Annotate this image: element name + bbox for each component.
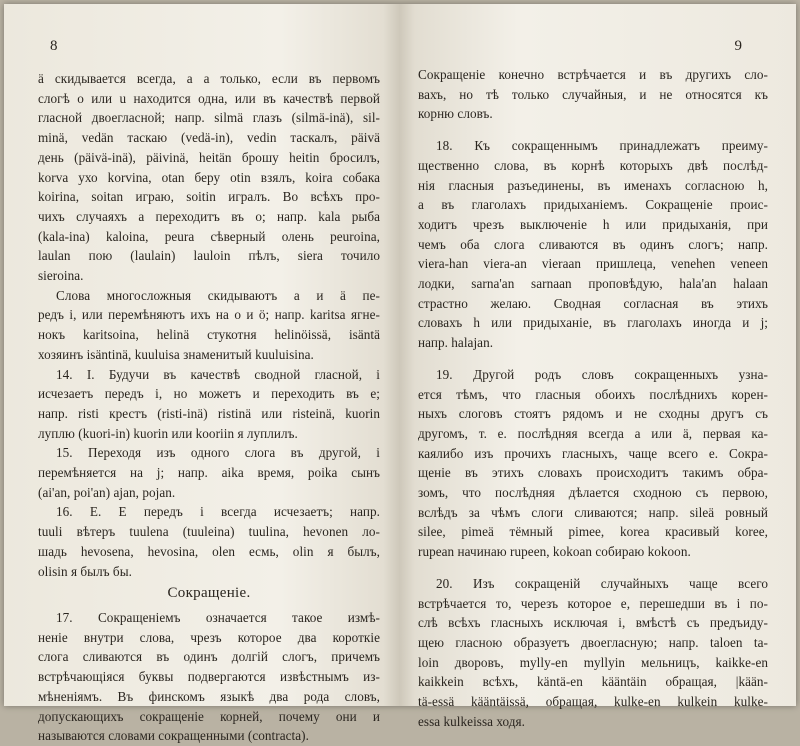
text-line: essa kulkeissa ходя. [418, 713, 526, 729]
text-line: Сокращеніе конечно встрѣчается и въ другихъ сло- [418, 67, 768, 82]
text-line: rupean начинаю rupeen, kokoan собираю kokoon. [418, 544, 691, 560]
text-line: koirina, soitan играю, soitin игралъ. Во всѣхъ про- [38, 189, 380, 205]
text-line: ныхъ слоговъ стоятъ рядомъ и не сходны другъ съ [418, 406, 768, 422]
text-line: вахъ, но тѣ только случайныя, и не относятся къ [418, 86, 768, 102]
paragraph-14 [38, 365, 380, 444]
text-line: лодки, sarna'an sarnaan проповѣдую, hala'an halaan [418, 276, 768, 292]
text-line: ется тѣмъ, что гласныя обоихъ послѣднихъ корен- [418, 386, 768, 402]
text-line: tä-essä kääntäissä, обращая, kulke-en kulkein kulke- [418, 694, 768, 710]
text-line: silee, pimeä тёмный pimee, korea красивый koree, [418, 524, 768, 540]
text-line: 19. Другой родъ словъ сокращенныхъ узна- [436, 366, 768, 382]
paragraph-19 [418, 365, 768, 562]
paragraph-16 [38, 502, 380, 581]
paragraph-gap [418, 562, 768, 574]
text-line: слѣ всѣхъ гласныхъ исключая i, вмѣстѣ съ предъиду- [418, 615, 768, 631]
page-number: 8 [50, 38, 58, 54]
text-line: ходитъ чрезъ выключеніе h или придыханія, при [418, 216, 768, 232]
text-line: viera-han viera-an vieraan пришлеца, venehen veneen [418, 256, 768, 272]
section-heading: Сокращеніе. [167, 585, 251, 602]
text-line: sieroina. [38, 268, 84, 284]
page-number: 9 [734, 38, 742, 54]
paragraph-20 [418, 574, 768, 732]
paragraph-18 [418, 136, 768, 353]
text-line: другомъ, т. е. послѣдняя всегда a или ä, первая ка- [418, 425, 768, 441]
text-line: корню словъ. [418, 106, 493, 122]
text-line: мѣненіямъ. Въ финскомъ языкѣ два рода словъ, [38, 688, 380, 704]
right-page-text [418, 65, 768, 732]
text-line: слогѣ o или u находится одна, или въ качествѣ первой [38, 90, 380, 106]
left-page-text [38, 69, 380, 746]
text-line: нія гласныя разъединены, въ именахъ согласною h, [418, 177, 768, 193]
text-line: щественно слова, въ корнѣ которыхъ двѣ послѣд- [418, 157, 768, 173]
text-line: korva ухо korvina, otan беру otin взялъ, koira собака [38, 169, 380, 185]
text-line: встрѣчается то, черезъ которое e, перешедши въ i по- [418, 595, 768, 611]
text-line: допускающихъ сокращеніе корней, почему они и [38, 708, 380, 724]
paragraph-gap [418, 353, 768, 365]
text-line: tuuli вѣтеръ tuulena (tuuleina) tuulina, hevonen ло- [38, 524, 380, 540]
text-line: словахъ h или придыханіе, въ глаголахъ иногда и j; [418, 315, 768, 331]
text-line: страстно желаю. Сводная согласная въ этихъ [418, 295, 768, 311]
text-line: неніе внутри слова, чрезъ которое два короткіе [38, 629, 380, 645]
text-line: olisin я былъ бы. [38, 563, 132, 579]
text-line: напр. risti крестъ (risti-inä) ristinä или risteinä, kuorin [38, 405, 380, 421]
text-line: laulan пою (laulain) lauloin пѣлъ, siera точило [38, 248, 380, 264]
text-line: слога сливаются въ одинъ долгій слогъ, причемъ [38, 649, 380, 665]
text-line: чихъ случаяхъ a переходитъ въ o; напр. kala рыба [38, 208, 380, 224]
text-line: луплю (kuori-in) kuorin или kooriin я луплилъ. [38, 425, 298, 441]
text-line: щею гласною образуетъ двоегласную; напр. taloen ta- [418, 634, 768, 650]
text-line: (ai'an, poi'an) ajan, pojan. [38, 484, 176, 500]
text-line: 18. Къ сокращеннымъ принадлежатъ преиму- [436, 138, 768, 154]
left-page [4, 4, 399, 744]
text-line: 15. Переходя изъ одного слога въ другой, i [56, 445, 380, 461]
text-line: 20. Изъ сокращеній случайныхъ чаще всего [436, 575, 768, 591]
text-line: minä, vedän таскаю (vedä-in), vedin таскалъ, päivä [38, 130, 380, 146]
text-line: хозяинъ isäntinä, kuuluisa знаменитый kuuluisina. [38, 346, 314, 362]
text-line: щеніе въ этихъ словахъ происходитъ такимъ обра- [418, 465, 768, 481]
right-page [399, 4, 796, 729]
paragraph-polysyllabic [38, 286, 380, 365]
text-line: (kala-ina) kaloina, peura сѣверный олень peuroina, [38, 228, 380, 244]
text-line: редъ i, или перемѣняютъ ихъ на o и ö; напр. karitsa ягне- [38, 307, 380, 323]
text-line: шадь hevosena, hevosina, olen есмь, olin я былъ, [38, 543, 380, 559]
text-line: гласной двоегласной; напр. silmä глазъ (silmä-inä), sil- [38, 110, 380, 126]
text-line: чемъ оба слога сливаются въ одинъ слогъ; напр. [418, 236, 768, 252]
text-line: вслѣдъ за чѣмъ слоги сливаются; напр. sileä ровный [418, 504, 768, 520]
paragraph-continued [418, 65, 768, 124]
text-line: встрѣчающіяся буквы подвергаются извѣстнымъ из- [38, 669, 380, 685]
text-line: а въ глаголахъ придыханіемъ. Сокращеніе проис- [418, 197, 768, 213]
paragraph-17 [38, 608, 380, 746]
text-line: ä скидывается всегда, а a только, если въ первомъ [38, 71, 380, 86]
paragraph-gap [418, 124, 768, 136]
text-line: каялибо изъ прочихъ гласныхъ, чаще всего e. Сокра- [418, 445, 768, 461]
paragraph-intro [38, 69, 380, 286]
book-spread [4, 4, 796, 744]
text-line: 14. I. Будучи въ качествѣ сводной гласной, i [56, 366, 380, 382]
text-line: исчезаетъ передъ i, но можетъ и переходить въ e; [38, 386, 380, 402]
text-line: loin дворовъ, mylly-en myllyin мельницъ, kaikke-en [418, 654, 768, 670]
text-line: kaikkein всѣхъ, käntä-en kääntäin обращая, |kään- [418, 674, 768, 690]
text-line: Слова многосложныя скидываютъ a и ä пе- [56, 287, 380, 303]
text-line: напр. halajan. [418, 335, 494, 351]
text-line: 16. E. E передъ i всегда исчезаетъ; напр. [56, 504, 380, 520]
text-line: перемѣняется на j; напр. aika время, poika сынъ [38, 465, 380, 481]
paragraph-15 [38, 443, 380, 502]
text-line: день (päivä-inä), päivinä, heitän брошу heitin бросилъ, [38, 149, 380, 165]
text-line: нокъ karitsoina, helinä стукотня helinöissä, isäntä [38, 327, 380, 343]
text-line: зомъ, что послѣдняя дѣлается сходною съ первою, [418, 485, 768, 501]
text-line: называются словами сокращенными (contracta). [38, 728, 309, 744]
text-line: 17. Сокращеніемъ означается такое измѣ- [56, 609, 380, 625]
